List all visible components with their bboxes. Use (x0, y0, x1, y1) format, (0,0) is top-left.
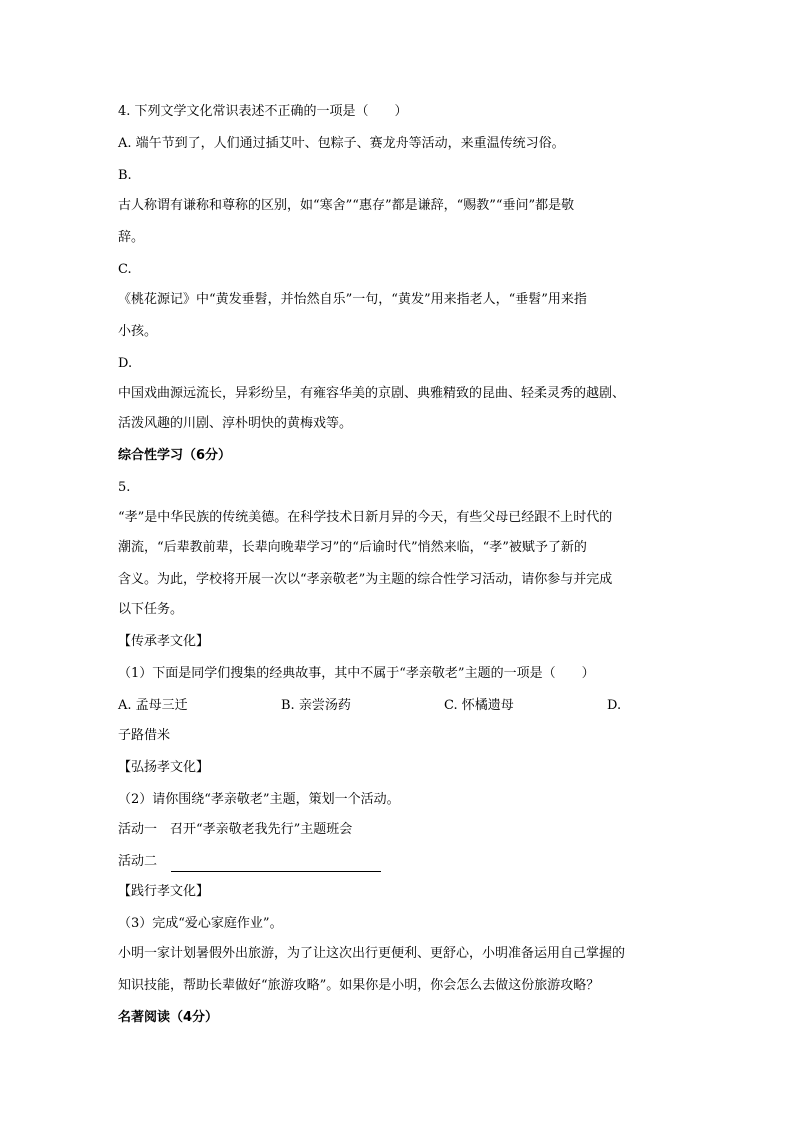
activity-two-label: 活动二 (118, 854, 158, 869)
q5-sub3-para-line2: 知识技能，帮助长辈做好“旅游攻略”。如果你是小明，你会怎么去做这份旅游攻略？ (118, 978, 600, 993)
q5-number: 5. (118, 480, 131, 495)
q4-option-c-line2: 小孩。 (118, 324, 158, 339)
q5-para-line2: 潮流，“后辈教前辈，长辈向晚辈学习”的“后谕时代”悄然来临，“孝”被赋予了新的 (118, 540, 587, 555)
q4-option-d-line2: 活泼风趣的川剧、淳朴明快的黄梅戏等。 (118, 416, 353, 431)
activity-two-row (118, 852, 678, 872)
q5-sub3-para-line1: 小明一家计划暑假外出旅游，为了让这次出行更便利、更舒心，小明准备运用自己掌握的 (118, 946, 626, 961)
q5-sub1-stem: （1）下面是同学们搜集的经典故事，其中不属于“孝亲敬老”主题的一项是（ ） (118, 666, 595, 681)
q5-sub1-option-a: A. 孟母三迁 (118, 698, 188, 713)
q4-option-b-line1: 古人称谓有谦称和尊称的区别，如“寒舍”“惠存”都是谦辞，“赐教”“垂问”都是敬 (118, 198, 575, 213)
activity-two-blank[interactable] (171, 857, 381, 872)
q4-option-c-label: C. (118, 262, 132, 277)
q5-sub1-option-b: B. 亲尝汤药 (281, 698, 351, 713)
q4-option-a: A. 端午节到了，人们通过插艾叶、包粽子、赛龙舟等活动，来重温传统习俗。 (118, 136, 565, 151)
q4-option-d-label: D. (118, 356, 133, 371)
q5-sub2-stem: （2）请你围绕“孝亲敬老”主题，策划一个活动。 (118, 792, 400, 807)
q5-sub1-option-c: C. 怀橘遗母 (444, 698, 514, 713)
q5-para-line3: 含义。为此，学校将开展一次以“孝亲敬老”为主题的综合性学习活动，请你参与并完成 (118, 572, 613, 587)
section-heading-classics: 名著阅读（4分） (118, 1010, 219, 1025)
activity-one: 活动一 召开“孝亲敬老我先行”主题班会 (118, 822, 353, 837)
q5-para-line4: 以下任务。 (118, 602, 184, 617)
q4-option-b-label: B. (118, 168, 132, 183)
subheading-practice: 【践行孝文化】 (118, 884, 210, 899)
q5-sub3-stem: （3）完成“爱心家庭作业”。 (118, 916, 283, 931)
q5-para-line1: “孝”是中华民族的传统美德。在科学技术日新月异的今天，有些父母已经跟不上时代的 (118, 510, 613, 525)
q4-stem: 4. 下列文学文化常识表述不正确的一项是（ ） (118, 104, 408, 119)
q5-sub1-option-d-text: 子路借米 (118, 728, 171, 743)
subheading-inherit: 【传承孝文化】 (118, 634, 210, 649)
q4-option-b-line2: 辞。 (118, 230, 145, 245)
subheading-promote: 【弘扬孝文化】 (118, 760, 210, 775)
q5-sub1-option-d-label: D. (607, 698, 622, 713)
q4-option-c-line1: 《桃花源记》中“黄发垂髫，并怡然自乐”一句，“黄发”用来指老人，“垂髫”用来指 (118, 292, 587, 307)
q4-option-d-line1: 中国戏曲源远流长，异彩纷呈，有雍容华美的京剧、典雅精致的昆曲、轻柔灵秀的越剧、 (118, 386, 626, 401)
section-heading-comprehensive: 综合性学习（6分） (118, 448, 232, 463)
